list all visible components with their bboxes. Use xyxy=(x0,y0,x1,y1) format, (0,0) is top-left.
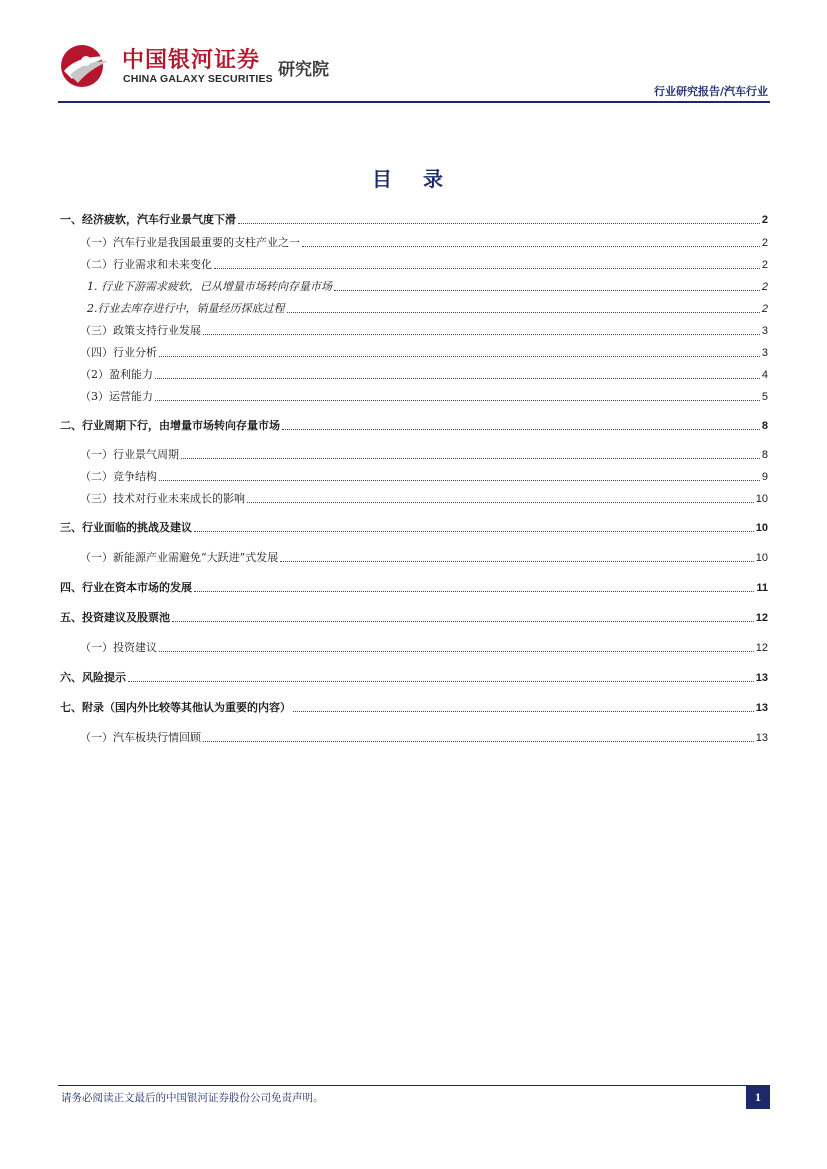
toc-entry-title: （二）竞争结构 xyxy=(80,470,157,483)
report-type: 行业研究报告/汽车行业 xyxy=(653,85,768,98)
toc-entry-title: （二）行业需求和未来变化 xyxy=(80,258,212,271)
toc-dot-leader xyxy=(159,641,754,652)
toc-entry[interactable] xyxy=(60,521,768,535)
toc-entry-page: 10 xyxy=(755,552,768,564)
toc-entry-page: 11 xyxy=(756,582,768,594)
toc-dot-leader xyxy=(203,324,760,335)
toc-entry-page: 2 xyxy=(761,237,768,249)
page-header xyxy=(0,0,827,110)
toc-dot-leader xyxy=(194,581,754,592)
page-number: 1 xyxy=(746,1085,770,1109)
toc-entry-title: （一）新能源产业需避免“大跃进”式发展 xyxy=(80,551,279,564)
toc-entry[interactable] xyxy=(80,551,768,565)
toc-entry[interactable] xyxy=(60,671,768,685)
toc-dot-leader xyxy=(334,280,760,291)
toc-entry[interactable] xyxy=(80,731,768,745)
toc-dot-leader xyxy=(155,390,760,401)
toc-entry-page: 2 xyxy=(761,281,768,293)
toc-entry-page: 13 xyxy=(755,732,768,744)
toc-entry[interactable] xyxy=(80,324,768,338)
toc-entry[interactable] xyxy=(60,213,768,227)
toc-entry-title: （2）盈利能力 xyxy=(80,368,153,381)
toc-dot-leader xyxy=(159,470,760,481)
toc-dot-leader xyxy=(159,346,760,357)
toc-entry-page: 12 xyxy=(755,642,768,654)
toc-entry-title: 四、行业在资本市场的发展 xyxy=(60,581,192,594)
toc-entry[interactable] xyxy=(80,236,768,250)
toc-dot-leader xyxy=(203,731,754,742)
galaxy-logo-icon xyxy=(56,41,112,89)
toc-entry-title: （一）行业景气周期 xyxy=(80,448,179,461)
toc-dot-leader xyxy=(287,302,760,313)
toc-dot-leader xyxy=(181,448,760,459)
toc-entry-title: （一）汽车板块行情回顾 xyxy=(80,731,201,744)
toc-entry[interactable] xyxy=(80,492,768,506)
toc-entry[interactable] xyxy=(80,641,768,655)
toc-dot-leader xyxy=(172,611,754,622)
toc-entry[interactable] xyxy=(87,302,768,316)
toc-entry[interactable] xyxy=(80,346,768,360)
toc-entry-title: 2.行业去库存进行中，销量经历探底过程 xyxy=(87,302,285,315)
brand-institute: 研究院 xyxy=(278,60,329,80)
toc-entry-title: 七、附录（国内外比较等其他认为重要的内容） xyxy=(60,701,291,714)
toc-entry-title: 五、投资建议及股票池 xyxy=(60,611,170,624)
toc-entry-page: 13 xyxy=(755,702,768,714)
toc-entry-page: 5 xyxy=(761,391,768,403)
toc-entry[interactable] xyxy=(60,611,768,625)
toc-title: 目 录 xyxy=(372,167,455,191)
toc-entry-page: 2 xyxy=(761,214,768,226)
toc-dot-leader xyxy=(214,258,760,269)
disclaimer-note: 请务必阅读正文最后的中国银河证券股份公司免责声明。 xyxy=(61,1092,324,1104)
toc-entry-title: 二、行业周期下行，由增量市场转向存量市场 xyxy=(60,419,280,432)
toc-entry-title: （一）投资建议 xyxy=(80,641,157,654)
toc-dot-leader xyxy=(247,492,754,503)
toc-dot-leader xyxy=(155,368,760,379)
toc-entry[interactable] xyxy=(80,448,768,462)
toc-entry[interactable] xyxy=(80,390,768,404)
toc-dot-leader xyxy=(280,551,754,562)
toc-entry-title: （一）汽车行业是我国最重要的支柱产业之一 xyxy=(80,236,300,249)
toc-dot-leader xyxy=(194,521,754,532)
toc-entry-title: 1. 行业下游需求疲软，已从增量市场转向存量市场 xyxy=(87,280,332,293)
toc-entry-page: 3 xyxy=(761,325,768,337)
toc-entry-title: 一、经济疲软，汽车行业景气度下滑 xyxy=(60,213,236,226)
toc-dot-leader xyxy=(238,213,760,224)
toc-entry-page: 10 xyxy=(755,493,768,505)
footer-divider xyxy=(58,1085,770,1086)
header-divider xyxy=(58,101,770,103)
toc-entry-title: 六、风险提示 xyxy=(60,671,126,684)
toc-entry[interactable] xyxy=(87,280,768,294)
toc-dot-leader xyxy=(302,236,760,247)
toc-entry-page: 8 xyxy=(761,420,768,432)
toc-entry-page: 9 xyxy=(761,471,768,483)
toc-entry[interactable] xyxy=(60,581,768,595)
toc-entry[interactable] xyxy=(80,368,768,382)
brand-name-en: CHINA GALAXY SECURITIES xyxy=(123,73,273,85)
toc-entry[interactable] xyxy=(80,258,768,272)
toc-entry[interactable] xyxy=(80,470,768,484)
toc-entry[interactable] xyxy=(60,419,768,433)
toc-dot-leader xyxy=(293,701,754,712)
brand-name-cn: 中国银河证券 xyxy=(122,48,261,73)
toc-entry-page: 4 xyxy=(761,369,768,381)
toc-entry-page: 2 xyxy=(761,303,768,315)
toc-entry-page: 2 xyxy=(761,259,768,271)
toc-entry-title: （三）技术对行业未来成长的影响 xyxy=(80,492,245,505)
toc-entry-title: （三）政策支持行业发展 xyxy=(80,324,201,337)
toc-entry-page: 12 xyxy=(755,612,768,624)
toc-entry-title: （四）行业分析 xyxy=(80,346,157,359)
toc-entry-title: 三、行业面临的挑战及建议 xyxy=(60,521,192,534)
toc-dot-leader xyxy=(128,671,754,682)
toc-entry-page: 10 xyxy=(755,522,768,534)
toc-entry-page: 8 xyxy=(761,449,768,461)
toc-entry-page: 13 xyxy=(755,672,768,684)
toc-entry[interactable] xyxy=(60,701,768,715)
toc-dot-leader xyxy=(282,419,760,430)
toc-entry-page: 3 xyxy=(761,347,768,359)
toc-entry-title: （3）运营能力 xyxy=(80,390,153,403)
